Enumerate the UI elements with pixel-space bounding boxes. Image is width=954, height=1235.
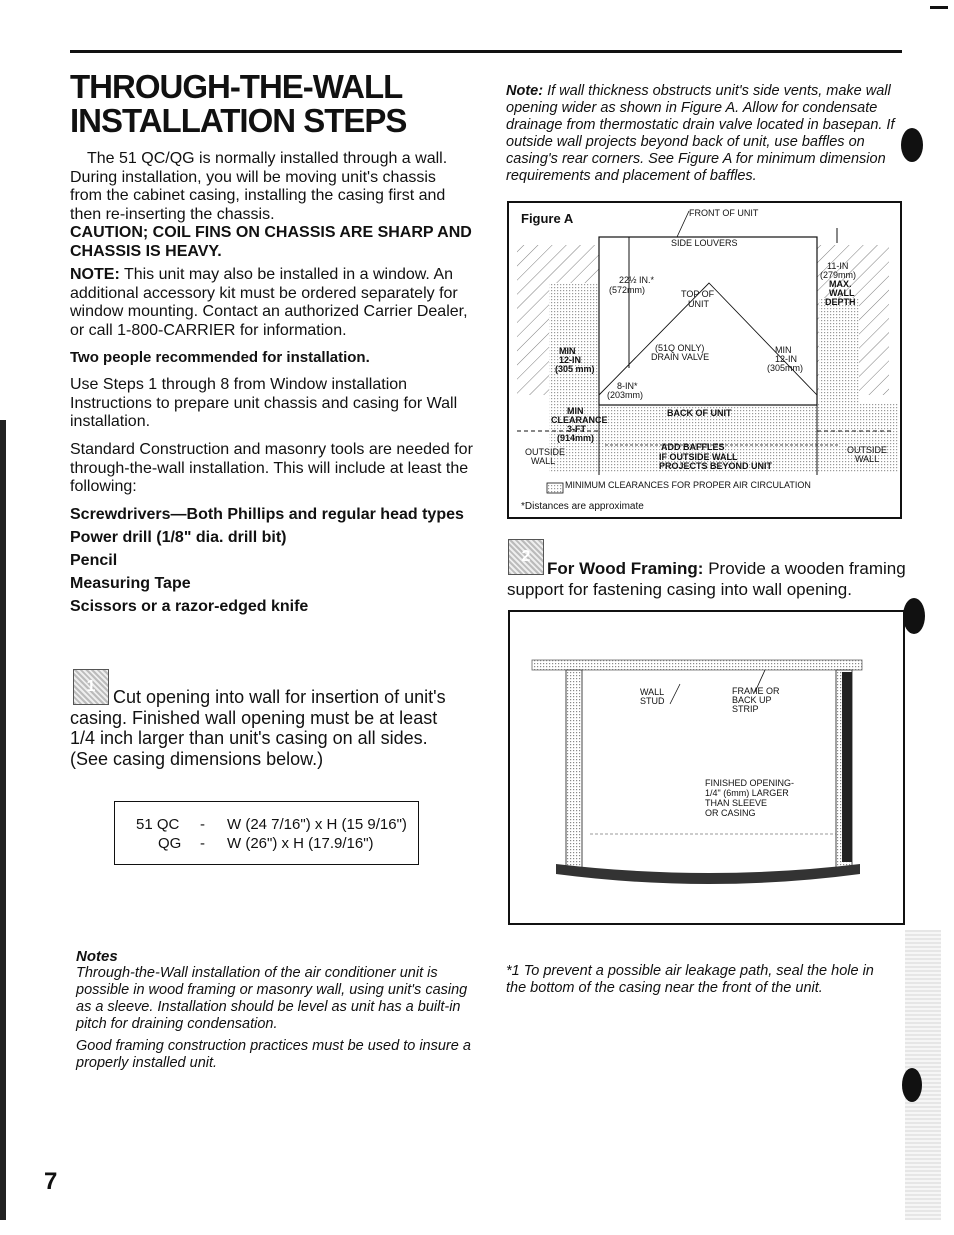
- casing-dimensions-box: [114, 801, 419, 865]
- figure-a-footnote: *Distances are approximate: [521, 501, 644, 512]
- step-2-body: Provide a wooden framing support for fastening casing into wall opening.: [507, 559, 906, 599]
- min-12-left-label: (305 mm): [555, 364, 595, 374]
- min-12-left-label: 12-IN: [559, 355, 582, 365]
- standard-tools-paragraph: Standard Construction and masonry tools are needed for through-the-wall installation. This will include at least the following:: [70, 441, 473, 495]
- finished-opening-label: OR CASING: [705, 808, 756, 818]
- finished-opening-label: FINISHED OPENING-: [705, 778, 795, 788]
- dim-11-label: 11-IN: [827, 261, 849, 271]
- min-clearance-label: (914mm): [557, 433, 595, 443]
- legend-label: MINIMUM CLEARANCES FOR PROPER AIR CIRCULATION: [565, 480, 811, 490]
- drain-valve-label: (51Q ONLY): [655, 343, 705, 353]
- note-paragraph: [70, 266, 475, 340]
- tool-item: Pencil: [70, 552, 118, 569]
- right-footnote: *1 To prevent a possible air leakage path, seal the hole in the bottom of the casing near the front of the unit.: [506, 963, 874, 996]
- binder-hole-1: [901, 128, 923, 162]
- use-steps-paragraph: Use Steps 1 through 8 from Window installation Instructions to prepare unit chassis and casing for Wall installation.: [70, 376, 458, 430]
- front-of-unit-label: FRONT OF UNIT: [689, 208, 759, 218]
- tool-item: Screwdrivers—Both Phillips and regular head types: [70, 506, 464, 523]
- right-note-text: If wall thickness obstructs unit's side vents, make wall opening wider as shown in Figure A. Allow for condensate drainage from thermostatic drain valve located in basepan. If outside wall projects beyond back of unit, use baffles on casing's rear corners. See Figure A for minimum dimension requirements and placement of baffles.: [506, 83, 895, 184]
- outside-wall-left-label: WALL: [531, 456, 556, 466]
- right-note-paragraph: [506, 83, 896, 185]
- dim-8-mm-label: (203mm): [607, 390, 644, 400]
- dim-model: QG: [158, 835, 182, 852]
- corner-mark: [930, 6, 948, 9]
- top-of-unit-label: UNIT: [688, 299, 709, 309]
- dim-11-mm-label: (279mm): [820, 270, 857, 280]
- figure-a-label: Figure A: [521, 211, 574, 226]
- dim-8-label: 8-IN*: [617, 381, 638, 391]
- if-outside-label: IF OUTSIDE WALL: [659, 452, 738, 462]
- notes-paragraph-2: Good framing construction practices must be used to insure a properly installed unit.: [76, 1038, 471, 1071]
- page-title: THROUGH-THE-WALL INSTALLATION STEPS: [70, 68, 407, 139]
- tool-item: Power drill (1/8" dia. drill bit): [70, 529, 287, 546]
- frame-strip-label: FRAME OR: [732, 686, 780, 696]
- step-2-text: [507, 559, 907, 600]
- figure-a: [507, 201, 902, 519]
- outside-wall-left-label: OUTSIDE: [525, 447, 566, 457]
- right-note-label: Note:: [506, 83, 544, 99]
- max-wall-depth-label: DEPTH: [825, 297, 856, 307]
- page-number: 7: [44, 1168, 58, 1195]
- dim-model: 51 QC: [136, 816, 180, 833]
- min-clearance-label: CLEARANCE: [551, 415, 608, 425]
- min-12-right-label: 12-IN: [775, 354, 798, 364]
- figure-b: [508, 610, 905, 925]
- outside-wall-right-label: WALL: [855, 454, 880, 464]
- notes-heading: Notes: [76, 948, 118, 965]
- intro-paragraph: The 51 QC/QG is normally installed through a wall. During installation, you will be moving unit's chassis from the cabinet casing, installing the casing first and then re-inserting the chassis.: [70, 150, 448, 223]
- finished-opening-label: THAN SLEEVE: [705, 798, 768, 808]
- min-clearance-label: MIN: [567, 406, 584, 416]
- dim-sep: -: [200, 816, 205, 833]
- min-12-right-label: (305mm): [767, 363, 804, 373]
- top-of-unit-label: TOP OF: [681, 289, 715, 299]
- outside-wall-right-label: OUTSIDE: [847, 445, 888, 455]
- dim-22-mm-label: (572mm): [609, 285, 646, 295]
- note-text: This unit may also be installed in a window. An additional accessory kit must be ordered separately for window mounting. Contact an authorized Carrier Dealer, or call 1-800-CARRIER for information.: [70, 266, 468, 339]
- max-wall-depth-label: MAX.: [829, 279, 852, 289]
- step-2-heading: For Wood Framing:: [547, 559, 704, 578]
- min-12-left-label: MIN: [559, 346, 576, 356]
- wall-stud-label: STUD: [640, 696, 665, 706]
- tool-item: Measuring Tape: [70, 575, 191, 592]
- caution-text: CAUTION; COIL FINS ON CHASSIS ARE SHARP AND CHASSIS IS HEAVY.: [70, 224, 472, 260]
- binder-hole-2: [903, 598, 925, 634]
- add-baffles-label: ADD BAFFLES: [661, 442, 725, 452]
- projects-label: PROJECTS BEYOND UNIT: [659, 461, 773, 471]
- dim-value: W (26") x H (17.9/16"): [227, 835, 374, 852]
- finished-opening-label: 1/4" (6mm) LARGER: [705, 788, 789, 798]
- note-label: NOTE:: [70, 266, 120, 283]
- min-12-right-label: MIN: [775, 345, 792, 355]
- binder-hole-3: [902, 1068, 922, 1102]
- two-people-text: Two people recommended for installation.: [70, 349, 370, 366]
- frame-strip-label: STRIP: [732, 704, 759, 714]
- dim-value: W (24 7/16") x H (15 9/16"): [227, 816, 407, 833]
- step-1-text: Cut opening into wall for insertion of unit's casing. Finished wall opening must be at least 1/4 inch larger than unit's casing on all sides. (See casing dimensions below.): [70, 687, 446, 769]
- notes-paragraph-1: Through-the-Wall installation of the air conditioner unit is possible in wood framing or masonry wall, using unit's casing as a sleeve. Installation should be level as unit has a built-in pitch for draining condensation.: [76, 965, 468, 1032]
- frame-strip-label: BACK UP: [732, 695, 772, 705]
- dim-22-label: 22½ IN.*: [619, 275, 655, 285]
- top-rule: [70, 50, 902, 53]
- side-louvers-label: SIDE LOUVERS: [671, 238, 738, 248]
- drain-valve-label: DRAIN VALVE: [651, 352, 710, 362]
- dim-sep: -: [200, 835, 205, 852]
- min-clearance-label: 3-FT: [567, 424, 586, 434]
- tool-item: Scissors or a razor-edged knife: [70, 598, 309, 615]
- wall-stud-label: WALL: [640, 687, 665, 697]
- back-of-unit-label: BACK OF UNIT: [667, 408, 732, 418]
- max-wall-depth-label: WALL: [829, 288, 855, 298]
- figure-b-drawing: [510, 612, 903, 923]
- scan-edge-left: [0, 420, 6, 1220]
- step-2-number: 2: [521, 548, 531, 565]
- step-1-number: 1: [86, 678, 96, 695]
